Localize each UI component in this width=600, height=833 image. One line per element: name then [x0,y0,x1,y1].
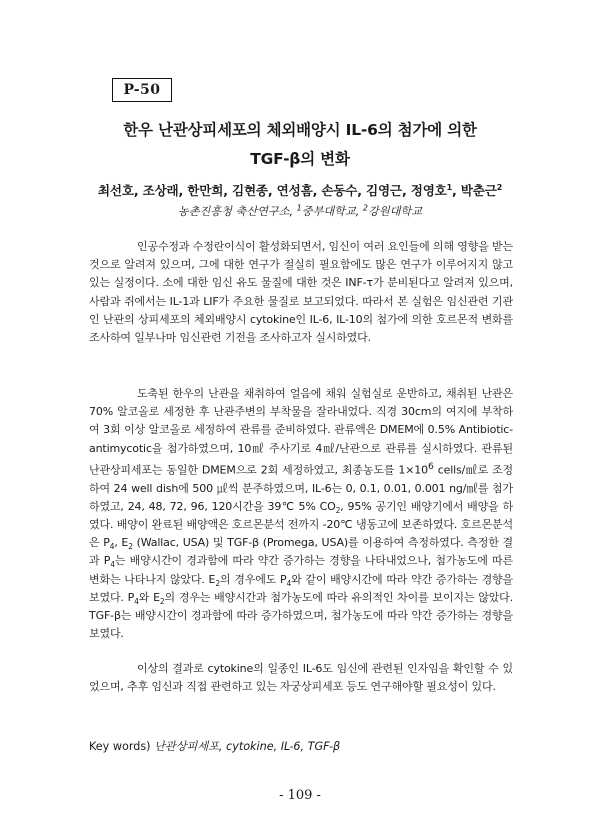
author: 한만희, [187,183,232,198]
keywords [89,738,340,754]
author: 손동수, [321,183,367,198]
abstract-paragraph-intro: 인공수정과 수정란이식이 활성화되면서, 임신이 여러 요인들에 의해 영향을 받는 것으로 알려져 있으며, 그에 대한 연구가 절실히 필요함에도 많은 연구가 이루어지지 않고 있는 실정이다. 소에 대한 임신 유도 물질에 대한 것은 INF-τ가 분비된다고 알려져 있으며, 사람과 쥐에서는 IL-1과 LIF가 주요한 물질로 보고되었다. 따라서 본 실험은 임신관련 기관인 난관의 상피세포의 체외배양시 cytokine인 IL-6, IL-10의 첨가에 의한 호르몬적 변화를 조사하여 일부나마 임신관련 기전을 조사하고자 실시하였다. [89,240,513,345]
author: 최선호, [97,183,143,198]
author: 정영호$^1$, [410,182,461,198]
author: 박춘근$^2$ [460,182,503,198]
title-line-2: TGF-β의 변화 [250,150,350,168]
title-line-1: 한우 난관상피세포의 체외배양시 IL-6의 첨가에 의한 [123,121,477,139]
author-list [40,180,560,199]
abstract-paragraph-methods: 도축된 한우의 난관을 채취하여 얼음에 채워 실험실로 운반하고, 채취된 난관은 70% 알코올로 세정한 후 난관주변의 부착물을 잘라내었다. 직경 30cm의 여지에 부착하여 3회 이상 알코올로 세정하여 관류를 준비하였다. 관류액은 DMEM에 0.5% Antibiotic-antimycotic을 첨가하였으며, 10㎖ 주사기로 4㎖/난관으로 관류를 실시하였다. 관류된 난관상피세포는 동일한 DMEM으로 2회 세정하였고, 최종농도를 $1\times 10^6$ cells/㎖로 조정하여 24 well dish에 500 ㎕씩 분주하였으며, IL-6는 0, 0.1, 0.01, 0.001 ng/㎖를 첨가하였고, 24, 48, 72, 96, 120시간을 39℃ 5% $CO_2$, 95% 공기인 배양기에서 배양을 하였다. 배양이 완료된 배양액은 호르몬분석 전까지 -20℃ 냉동고에 보존하였다. 호르몬분석은 $P_4$, $E_2$ (Wallac, USA) 및 TGF-β (Promega, USA)를 이용하여 측정하였다. 측정한 결과 $P_4$는 배양시간이 경과함에 따라 약간 증가하는 경향을 나타내었으나, 첨가농도에 따른 변화는 나타나지 않았다. $E_2$의 경우에도 $P_4$와 같이 배양시간에 따라 약간 증가하는 경향을 보였다. $P_4$와 $E_2$의 경우는 배양시간과 첨가농도에 따라 유의적인 차이를 보이지는 않았다. TGF-β는 배양시간이 경과함에 따라 증가하였으며, 첨가농도에 따라 약간 증가하는 경향을 보였다. [89,387,514,641]
page-number: - 109 - [279,788,321,803]
author: 김영근, [366,183,411,198]
keywords-label: Key words) [89,740,155,753]
poster-id-box [112,78,172,102]
keywords-values: 난관상피세포, cytokine, IL-6, TGF-β [154,740,341,753]
abstract-paragraph-conclusion: 이상의 결과로 cytokine의 일종인 IL-6도 임신에 관련된 인자임을 확인할 수 있었으며, 추후 임신과 직접 관련하고 있는 자궁상피세포 등도 연구해야할 필요성이 있다. [89,662,513,694]
author: 김현종, [231,183,277,198]
affiliations: 농촌진흥청 축산연구소, $^1$중부대학교, $^2$강원대학교 [177,203,423,218]
poster-id: P-50 [123,82,161,98]
author: 연성흠, [276,183,322,198]
author: 조상래, [142,183,188,198]
